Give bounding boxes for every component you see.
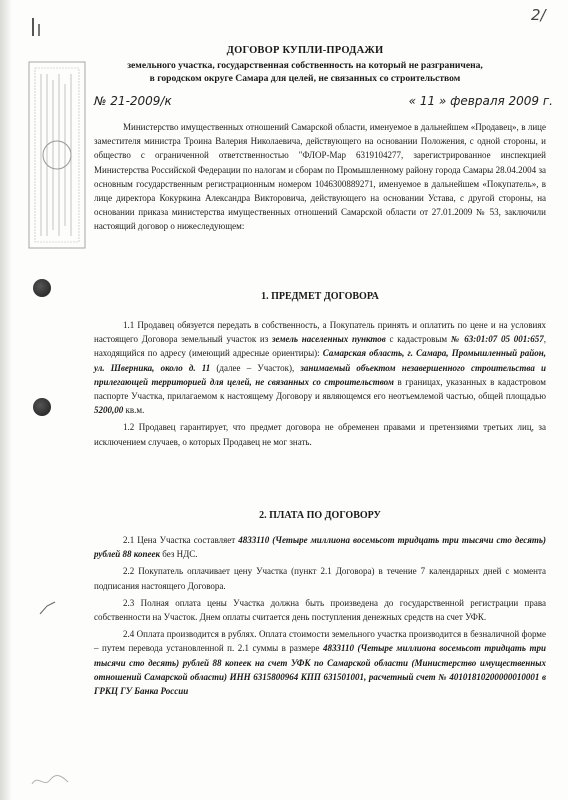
clause-1-1: 1.1 Продавец обязуется передать в собственность, а Покупатель принять и оплатить по цене и на условиях настоящего Договора земельный участок из земель населенных пунктов с кадастровым № 63:01:07 05 001:657, находящийся по адресу (имеющий адресные ориентиры): Самарская область, г. Самара, Промышленный район, ул. Шверника, около д. 11 (далее – Участок), занимаемый объектом незавершенного строительства и прилегающей территорией для целей, не связанных со строительством в границах, указанных в кадастровом паспорте Участка, прилагаемом к настоящему Договору и являющемся его неотъемлемой частью, общей площадью 5200,00 кв.м. [94,320,546,416]
margin-scribble [38,600,58,616]
document-number: № 21-2009/к [94,94,172,108]
margin-mark [38,24,40,36]
document-date: « 11 » февраля 2009 г. [408,94,553,108]
document-title: ДОГОВОР КУПЛИ-ПРОДАЖИ [226,45,384,56]
page-mark: 2/ [531,6,546,24]
clause-2-1: 2.1 Цена Участка составляет 4833110 (Четыре миллиона восемьсот тридцать три тысячи сто десять) рублей 88 копеек без НДС. [94,535,546,560]
margin-scribble [30,772,70,790]
punch-hole [33,279,51,297]
registration-stamp [27,60,87,250]
section-heading: 2. ПЛАТА ПО ДОГОВОРУ [259,510,381,521]
margin-mark [32,18,34,36]
clause-2-3: 2.3 Полная оплата цены Участка должна быть произведена до государственной регистрации права собственности на Участок. Днем оплаты считается день поступления денежных средств на счет УФК. [94,597,546,623]
section-1-body [94,318,546,449]
clause-2-2: 2.2 Покупатель оплачивает цену Участка (пункт 2.1 Договора) в течение 7 календарных дней с момента подписания настоящего Договора. [94,566,546,591]
document-subtitle: земельного участка, государственная собственность на который не разграничена, [127,60,483,71]
document-subtitle: в городском округе Самара для целей, не связанных со строительством [149,73,461,84]
section-2-body [94,533,546,698]
preamble-text: Министерство имущественных отношений Самарской области, именуемое в дальнейшем «Продавец», в лице заместителя министра Троина Валерия Николаевича, действующего на основании Положения, с одной стороны, и общество с ограниченной ответственностью "ФЛОР-Мар 6319104277, зарегистрированное инспекцией Министерства Российской Федерации по налогам и сборам по Промышленному району города Самары 28.04.2004 за основным государственным регистрационным номером 1046300889271, именуемое в дальнейшем «Покупатель», в лице директора Кокуркина Александра Викторовича, действующего на основании Устава, с другой стороны, на основании приказа министерства имущественных отношений Самарской области от 27.01.2009 № 53, заключили настоящий договор о нижеследующем: [94,122,546,232]
preamble [94,120,546,234]
section-heading: 1. ПРЕДМЕТ ДОГОВОРА [261,291,379,302]
clause-2-4: 2.4 Оплата производится в рублях. Оплата стоимости земельного участка производится в безналичной форме – путем перевода установленной п. 2.1 суммы в размере 4833110 (Четыре миллиона восемьсот тридцать три тысячи сто десять) рублей 88 копеек на счет УФК по Самарской области (Министерство имущественных отношений Самарской области) ИНН 6315800964 КПП 631501001, расчетный счет № 40101810200000010001 в ГРКЦ ГУ Банка России [94,629,547,697]
clause-1-2: 1.2 Продавец гарантирует, что предмет договора не обременен правами и претензиями третьих лиц, за исключением случаев, о которых Продавец не мог знать. [94,422,546,447]
punch-hole [33,398,51,416]
scan-edge-shadow [0,0,12,800]
